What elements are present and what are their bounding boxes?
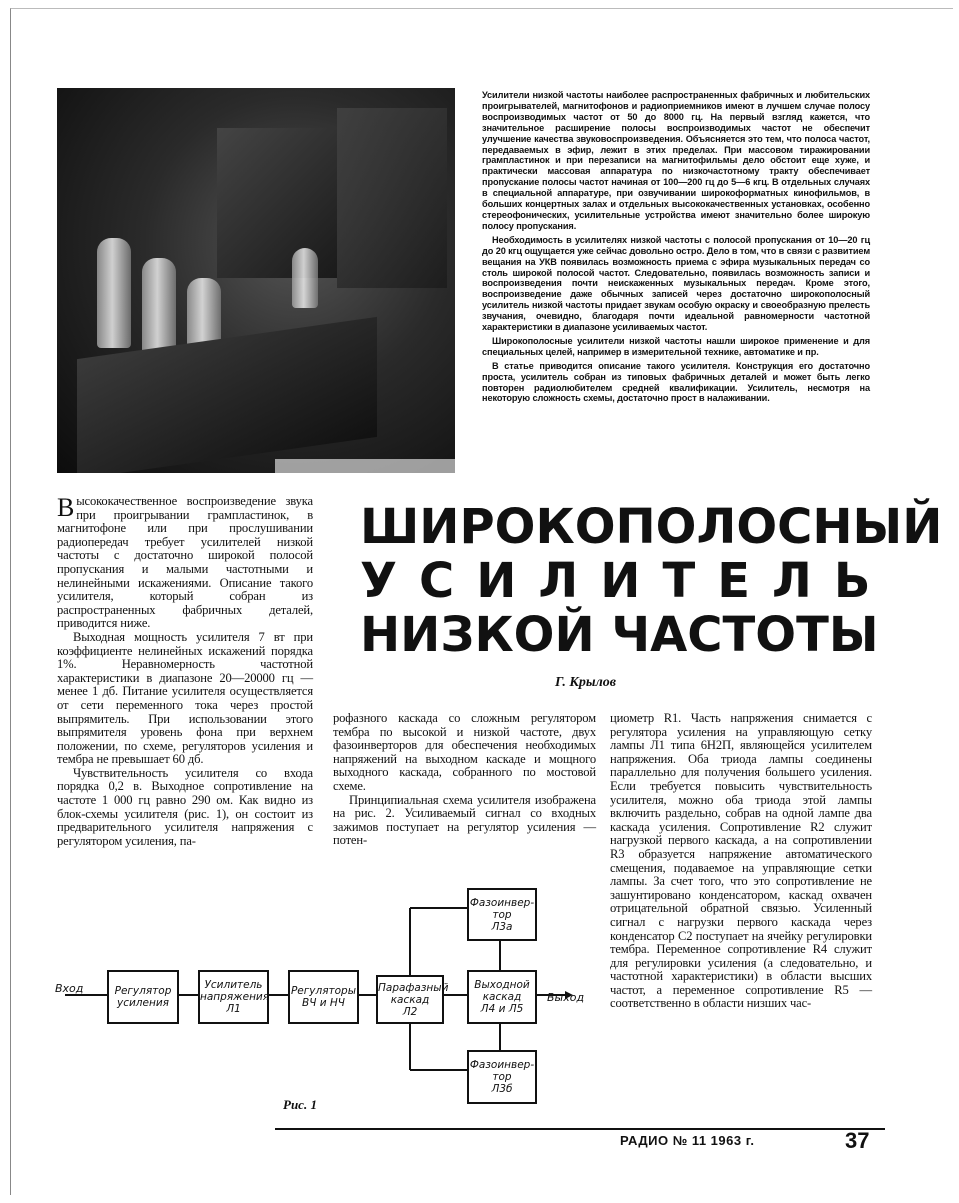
body-paragraph: Выходная мощность усилителя 7 вт при коэффициенте нелинейных искажений порядка 1%. Неравномерность частотной характеристики в диапазоне 20—20000 гц — менее 1 дб. Питание усилителя осуществляется от сети переменного тока через простой выпрямитель. При использовании этого выпрямителя уровень фона при верхнем положении, по схеме, регуляторов усиления и тембра не превышает 60 дб.: [57, 629, 313, 767]
footer-magazine-issue: РАДИО № 11 1963 г.: [620, 1133, 755, 1148]
title-line: НИЗКОЙ ЧАСТОТЫ: [360, 607, 879, 663]
body-paragraph: Чувствительность усилителя со входа порядка 0,2 в. Выходное сопротивление на частоте 1 000 гц равно 290 ом. Как видно из блок-схемы усилителя (рис. 1), он состоит из предварительного усилителя напряжения с регулятором усиления, па-: [57, 765, 313, 848]
title-line: УСИЛИТЕЛЬ: [360, 553, 893, 609]
intro-paragraph: Усилители низкой частоты наиболее распространенных фабричных и любительских проигрывателей, магнитофонов и радиоприемников имеют в лучшем случае полосу воспроизводимых частот от 50 до 8000 гц. На первый взгляд кажется, что значительное расширение полосы воспроизводимых частот не обеспечит улучшение качества звуковоспроизведения. Объясняется это тем, что полоса частот, передаваемых в эфир, лежит в этих пределах. При массовом тиражировании грампластинок и при перезаписи на магнитофильмы дело обстоит еще хуже, и практически массовая аппаратура по низкочастотному тракту обеспечивает пропускание полосы частот начиная от 100—200 гц до 5—6 кгц. В отдельных случаях в специальной аппаратуре, при озвучивании широкоформатных кинофильмов, в больших концертных залах и отдельных высококачественных установках, особенно стереофонических, усилительные устройства имеют значительно более широкую полосу пропускания.: [482, 90, 870, 231]
block-phase-inverter-a: Фазоинвер- тор Л3а: [467, 888, 537, 941]
block-preamp: Усилитель напряжения Л1: [198, 970, 269, 1024]
diagram-input-label: Вход: [55, 982, 84, 995]
block-output-stage: Выходной каскад Л4 и Л5: [467, 970, 537, 1024]
block-phase-inverter-b: Фазоинвер- тор Л3б: [467, 1050, 537, 1104]
diagram-output-label: Выход: [547, 991, 585, 1004]
figure-caption: Рис. 1: [283, 1097, 317, 1112]
author-name: Г. Крылов: [555, 675, 617, 690]
body-paragraph: Высококачественное воспроизведение звука при проигрывании грампластинок, в магнитофоне или при прослушивании радиопередач требует усилителей низкой частоты с достаточно широкой полосой пропускания и малыми частотными и нелинейными искажениями. Описание такого усилителя, который собран из распространенных фабричных деталей, приводится ниже.: [57, 493, 313, 631]
body-paragraph: рофазного каскада со сложным регулятором тембра по высокой и низкой частоте, двух фазоинверторов для обеспечения необходимых напряжений на выходном каскаде и мощного выходного каскада, собранного по мостовой схеме.: [333, 711, 596, 793]
intro-paragraph: В статье приводится описание такого усилителя. Конструкция его достаточно проста, усилитель собран из типовых фабричных деталей и может быть легко повторен радиолюбителем средней квалификации. Усилитель, несмотря на некоторую сложность схемы, достаточно прост в налаживании.: [482, 360, 870, 404]
amplifier-photo: [57, 88, 455, 473]
page-number: 37: [845, 1128, 870, 1153]
footer-rule: [275, 1128, 885, 1130]
intro-paragraph: Широкополосные усилители низкой частоты нашли широкое применение и для специальных целей, например в измерительной технике, автоматике и пр.: [482, 335, 870, 357]
drop-cap: В: [57, 493, 75, 522]
body-paragraph: Принципиальная схема усилителя изображена на рис. 2. Усиливаемый сигнал со входных зажимов поступает на регулятор усиления — потен-: [333, 792, 596, 848]
text-column-2: [333, 712, 596, 848]
block-diagram: [55, 880, 615, 1130]
block-paraphase-stage: Парафазный каскад Л2: [376, 975, 444, 1024]
title-line: ШИРОКОПОЛОСНЫЙ: [360, 499, 943, 555]
block-volume-control: Регулятор усиления: [107, 970, 179, 1024]
text-column-1: [57, 495, 313, 848]
body-paragraph: циометр R1. Часть напряжения снимается с регулятора усиления на управляющую сетку лампы Л1 типа 6Н2П, являющейся усилителем напряжения. Оба триода лампы соединены параллельно для получения большего усиления. Если требуется повысить чувствительность усилителя, можно оба триода этой лампы включить раздельно, собрав на одной лампе два каскада усиления. Сопротивление R2 служит нагрузкой первого каскада, а на сопротивлении R3 образуется напряжение автоматического смещения, подаваемое на управляющие сетки лампы. За счет того, что это сопротивление не зашунтировано конденсатором, каскад охвачен отрицательной обратной связью. Усиленный сигнал с нагрузки первого каскада через конденсатор С2 поступает на ячейку регулировки тембра. Переменное сопротивление R4 служит для регулировки усиления (а следовательно, и частотной характеристики) в области высших частот, а переменное сопротивление R5 — соответственно в области низших час-: [610, 711, 872, 1011]
article-title: [360, 499, 943, 663]
text-column-3: [610, 712, 872, 1011]
intro-abstract: [482, 90, 870, 407]
intro-paragraph: Необходимость в усилителях низкой частоты с полосой пропускания от 10—20 гц до 20 кгц ощущается уже сейчас довольно остро. Дело в том, что в связи с развитием вещания на УКВ появилась возможность приема с эфира музыкальных передач со столь широкой полосой частот. Следовательно, появилась возможность записи и воспроизведения почти неискаженных музыкальных передач. Кроме этого, воспроизведение даже обычных записей через достаточно широкополосный усилитель низкой частоты придает звукам особую окраску и своеобразную прелесть звучания, очевидно, благодаря почти идеальной равномерности частотной характеристики в диапазоне усиливаемых частот.: [482, 234, 871, 333]
block-tone-control: Регуляторы ВЧ и НЧ: [288, 970, 359, 1024]
